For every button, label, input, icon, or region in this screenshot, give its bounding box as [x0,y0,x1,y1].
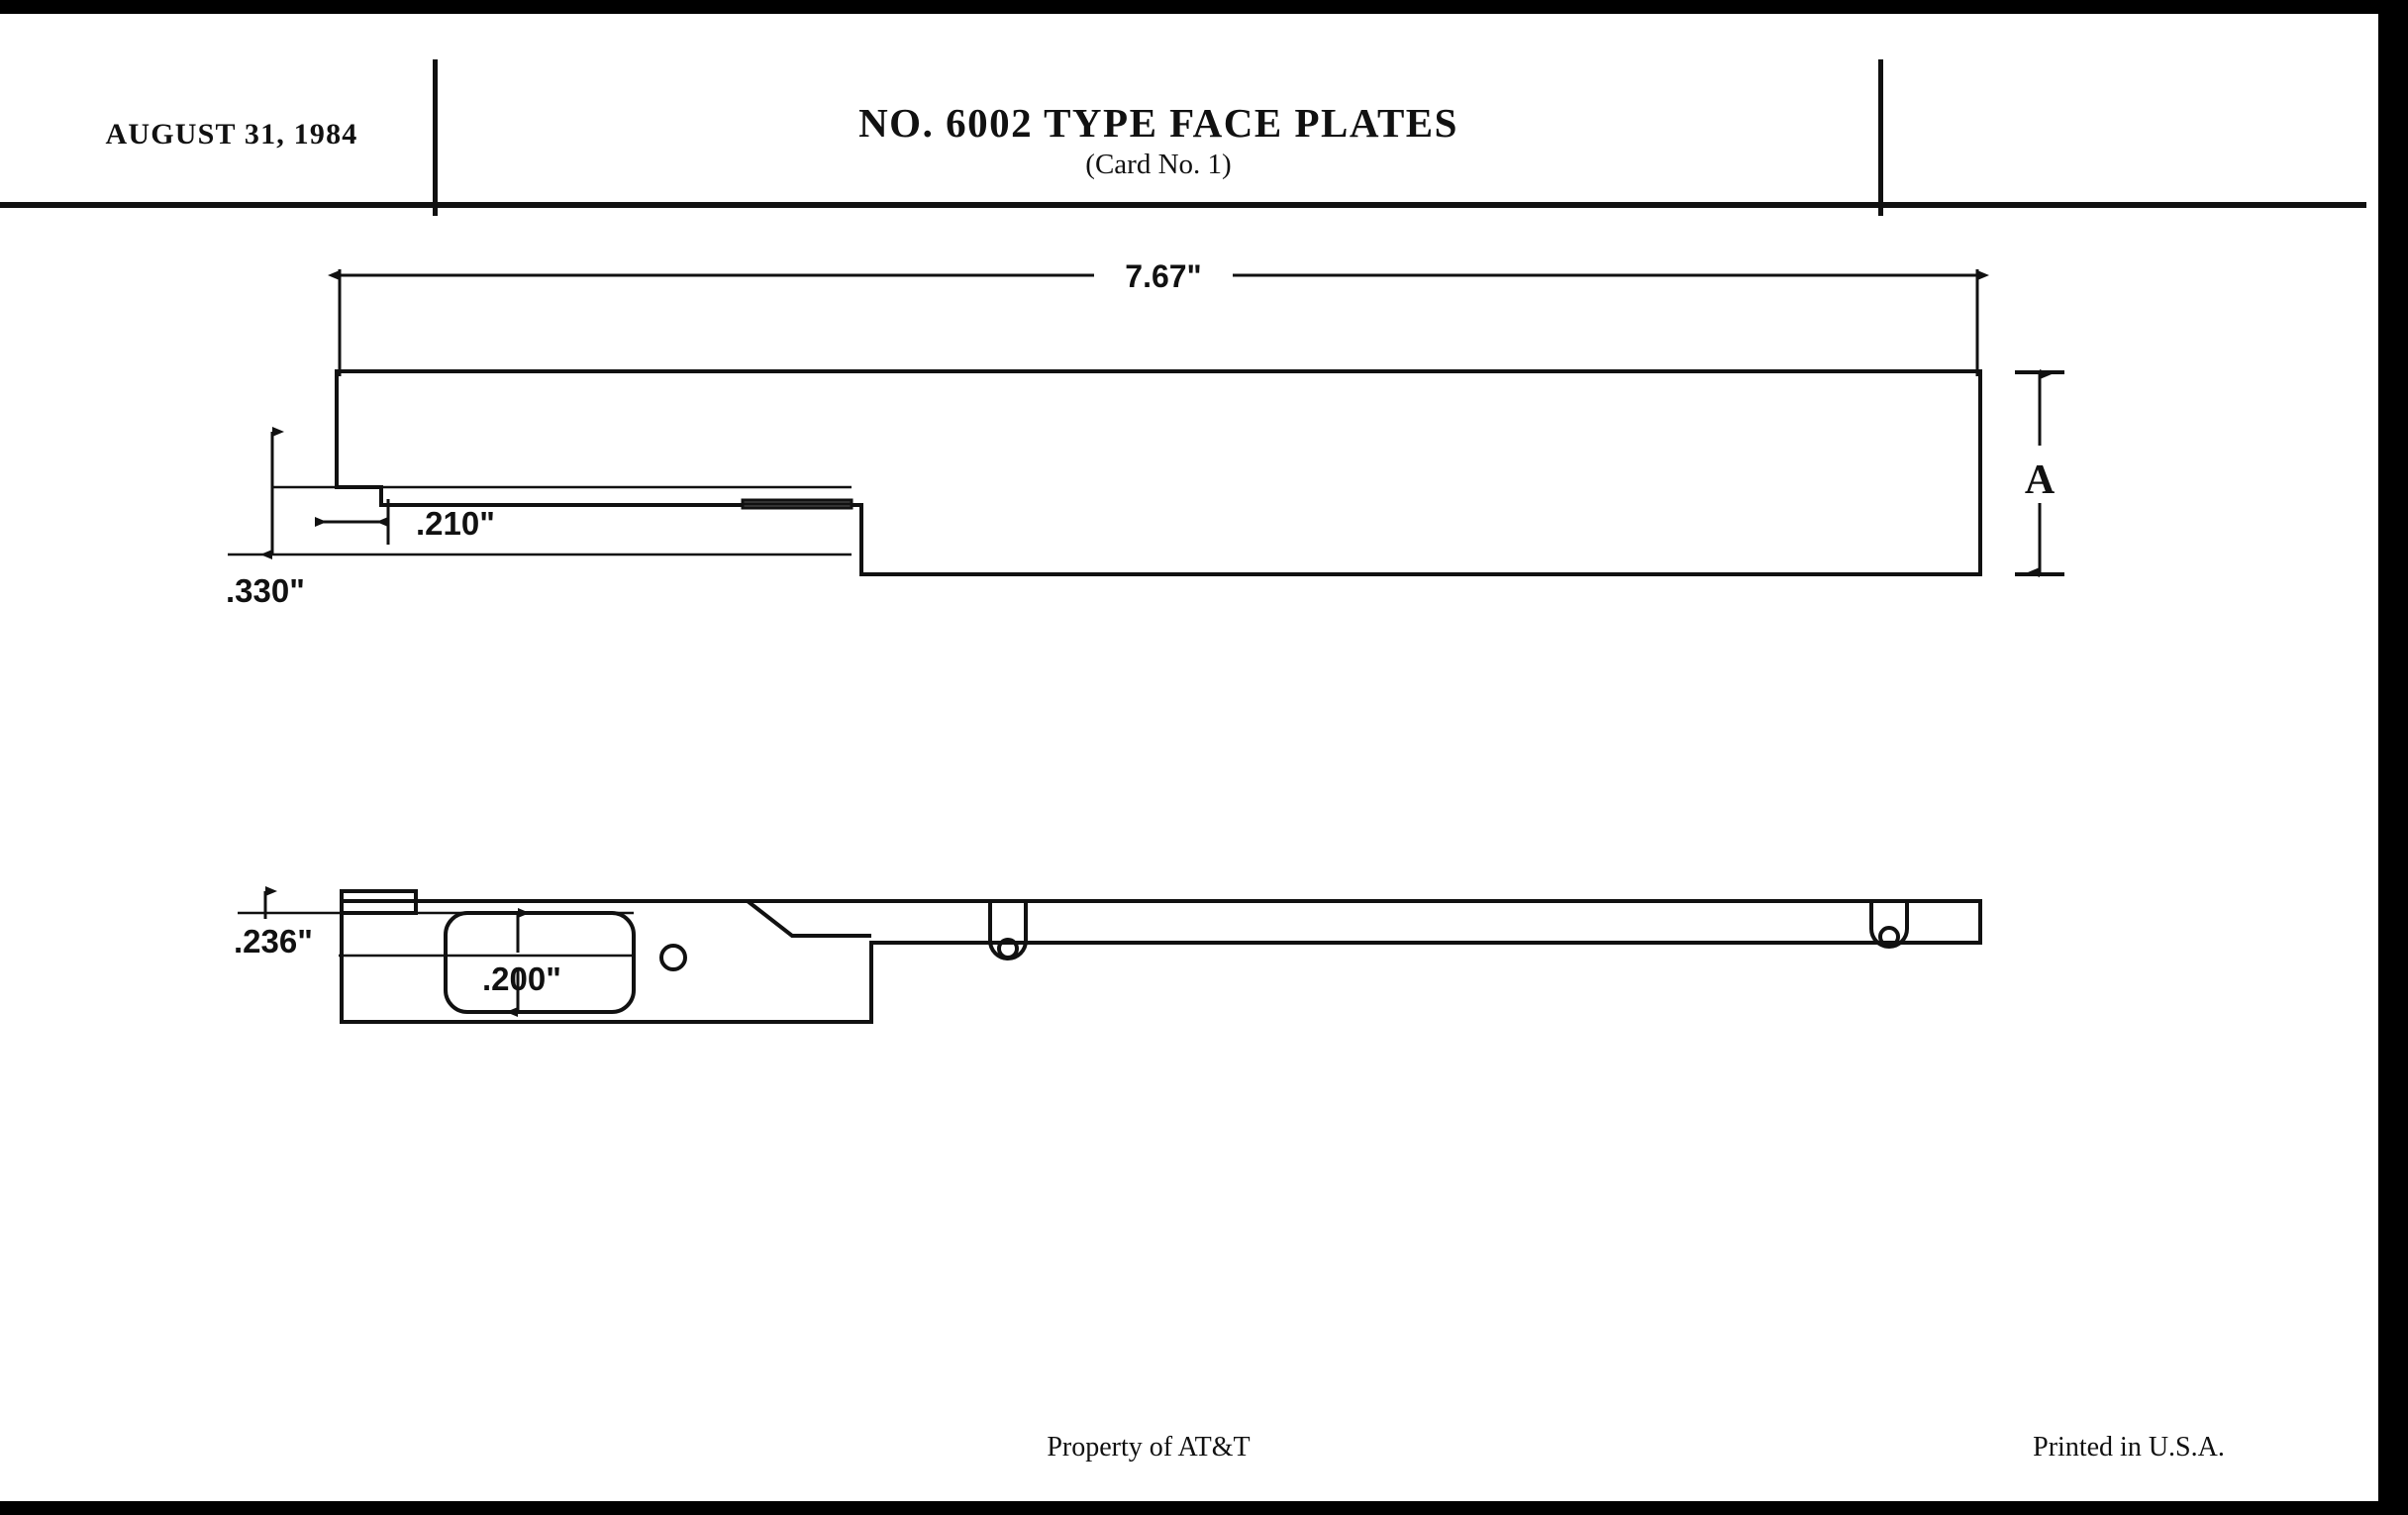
top-view-group [226,252,2071,609]
footer-property-text: Property of AT&T [1047,1432,1251,1463]
footer-printed-text: Printed in U.S.A. [2033,1432,2225,1463]
notch-height-label: .330" [226,572,305,609]
height-a-label: A [2024,457,2056,503]
page-title: NO. 6002 TYPE FACE PLATES [858,100,1458,146]
side-view-outline [342,901,1980,1022]
header-divider-right [1878,59,1883,216]
notch-width-label: .210" [416,505,495,542]
side-view-group [230,891,1980,1022]
side-view-boss-left [990,901,1026,959]
slot-height-label: .200" [482,960,561,997]
side-view-boss-right [1871,901,1907,947]
tab-height-label: .236" [234,923,313,960]
document-date: AUGUST 31, 1984 [105,118,358,151]
overall-length-label: 7.67" [1125,258,1202,294]
side-view-taper [748,901,871,936]
top-view-outline [337,371,1980,574]
card-page [0,14,2378,1501]
card-header [0,14,2378,202]
page-subtitle: (Card No. 1) [1085,149,1232,180]
side-view-hole [661,946,685,969]
technical-drawing [0,208,2378,1376]
header-divider-left [433,59,438,216]
